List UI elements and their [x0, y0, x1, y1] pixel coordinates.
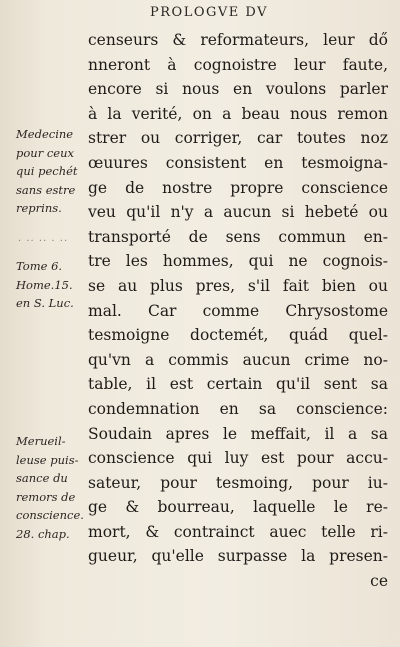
body-line: censeurs & reformateurs, leur dő [88, 31, 388, 49]
margin-note-line: reprins. [16, 201, 62, 215]
body-line: qu'vn a commis aucun crime no- [88, 350, 388, 369]
body-line: veu qu'il n'y a aucun si hebeté ou [88, 203, 388, 222]
body-line: mort, & contrainct auec telle ri- [88, 522, 388, 541]
body-line: ge de nostre propre conscience [88, 178, 388, 197]
body-line: conscience qui luy est pour accu- [88, 449, 388, 468]
margin-note-line: sans estre [16, 182, 76, 197]
body-line: mal. Car comme Chrysostome [88, 301, 388, 320]
body-line: nneront à cognoistre leur faute, [88, 55, 388, 74]
body-line: œuures consistent en tesmoigna- [88, 153, 388, 172]
margin-note-line: conscience. [16, 508, 84, 522]
body-line: Soudain apres le meffait, il a sa [88, 424, 388, 443]
body-line: table, il est certain qu'il sent sa [88, 375, 388, 394]
margin-note-line: Medecine [16, 127, 74, 141]
body-line: encore si nous en voulons parler [88, 80, 388, 99]
margin-note-line: remors de [16, 489, 76, 504]
margin-note-medecine [16, 125, 86, 218]
body-line: transporté de sens commun en- [88, 227, 388, 246]
margin-note-reference [16, 257, 86, 313]
body-line: condemnation en sa conscience: [88, 399, 388, 418]
margin-note-line: pour ceux [16, 145, 74, 160]
body-line: strer ou corriger, car toutes noz [88, 129, 388, 148]
margin-note-line: en S. Luc. [16, 296, 74, 310]
body-line: ge & bourreau, laquelle le re- [88, 498, 388, 517]
body-line: se au plus pres, s'il fait bien ou [88, 276, 388, 295]
margin-note-line: qui pechét [16, 164, 78, 178]
body-line: sateur, pour tesmoing, pour iu- [88, 473, 388, 492]
margin-note-line: Home.15. [16, 277, 73, 292]
body-line: à la verité, on a beau nous remon [88, 104, 388, 123]
margin-note-line: Merueil- [16, 434, 66, 448]
body-line: ce [370, 572, 388, 591]
margin-note-line: sance du [16, 471, 68, 485]
margin-note-line: 28. chap. [16, 526, 70, 541]
body-text [88, 28, 388, 594]
ink-smudge: · ·· ·· · ·· [18, 236, 69, 247]
body-line: gueur, qu'elle surpasse la presen- [88, 547, 388, 566]
margin-note-line: leuse puis- [16, 452, 79, 467]
body-line: tre les hommes, qui ne cognois- [88, 252, 388, 271]
running-title: PROLOGVE DV [150, 5, 268, 20]
body-line: tesmoigne doctemét, quád quel- [88, 326, 388, 345]
margin-note-line: Tome 6. [16, 259, 63, 273]
margin-note-merueilleuse [16, 432, 86, 543]
